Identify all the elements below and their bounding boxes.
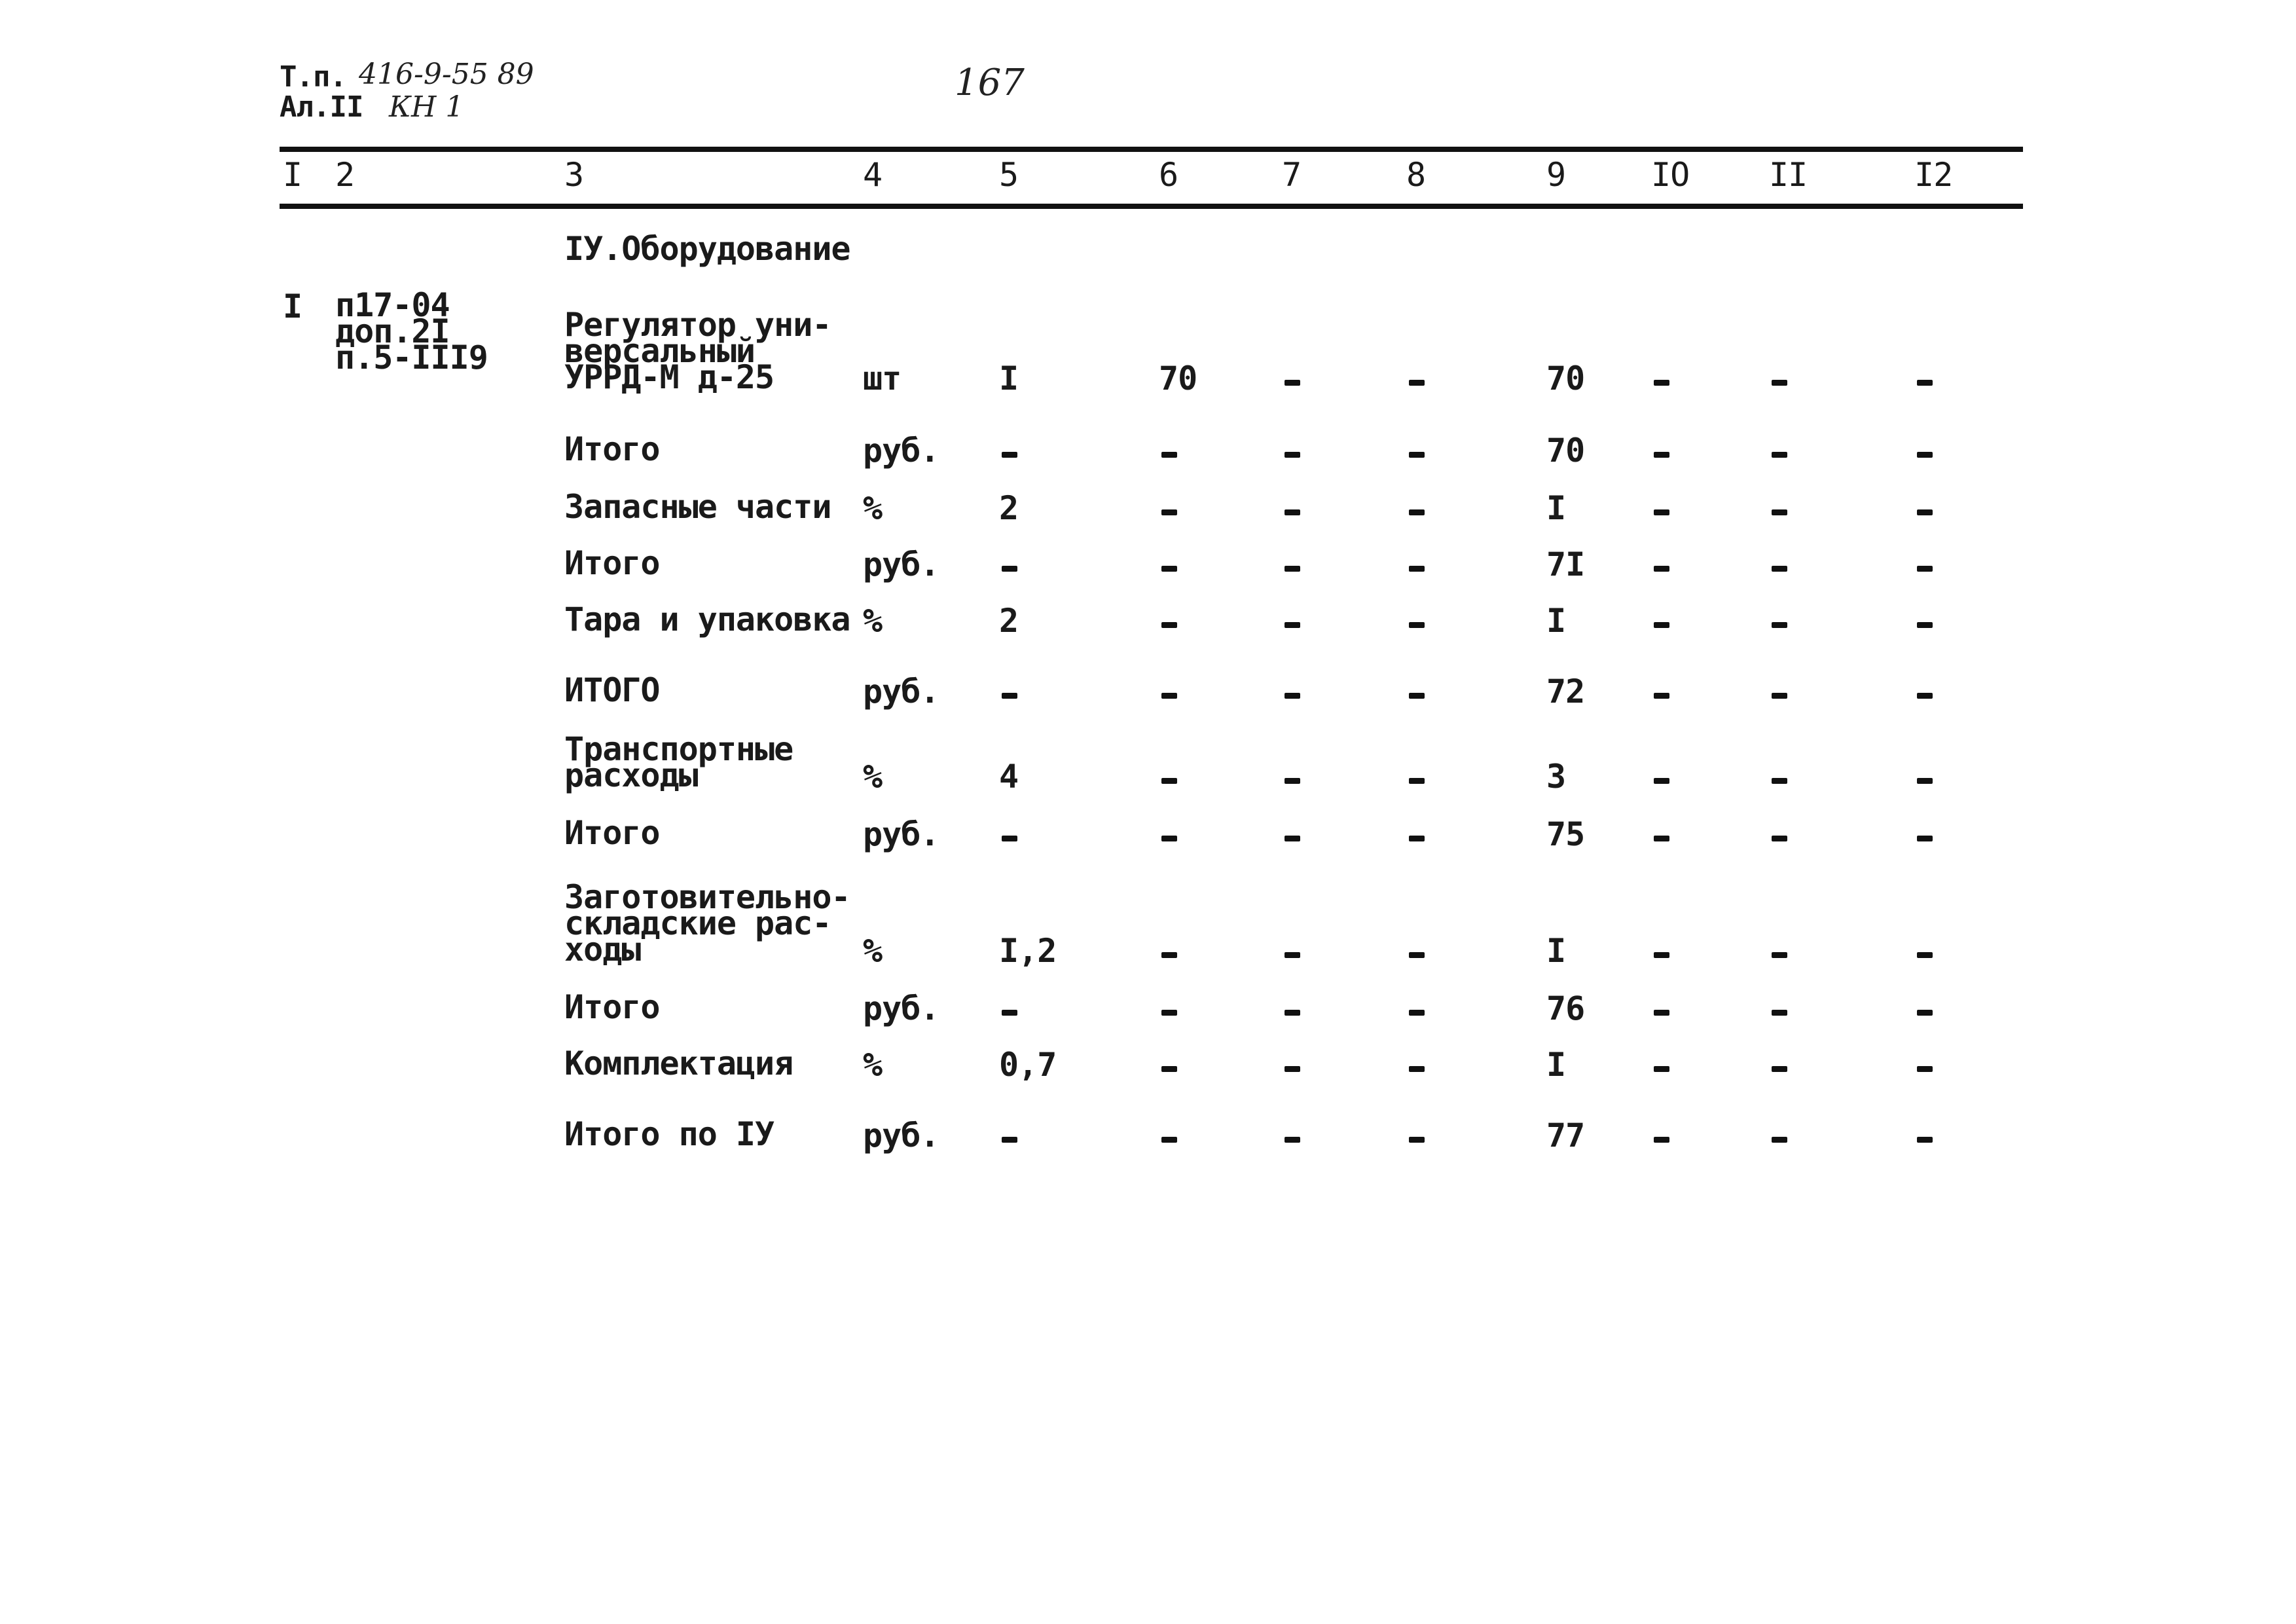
row-4-c5-dash [1002, 566, 1017, 572]
row-1-c6: 70 [1159, 360, 1197, 397]
row-6-c12-dash [1917, 693, 1933, 699]
row-7-c11-dash [1772, 778, 1787, 784]
row-8-unit: руб. [863, 815, 939, 853]
row-1-c9: 70 [1546, 360, 1585, 397]
row-4-c7-dash [1285, 566, 1300, 572]
row-10-c6-dash [1161, 1010, 1177, 1016]
row-11-c5: 0,7 [999, 1046, 1057, 1084]
row-4-c8-dash [1409, 566, 1425, 572]
row-3-c12-dash [1917, 509, 1933, 515]
row-10-unit: руб. [863, 989, 939, 1027]
col-header-6: 6 [1159, 156, 1178, 194]
row-9-name: Заготовительно- складские рас- ходы [564, 878, 850, 969]
row-8-c6-dash [1161, 836, 1177, 841]
row-5-c6-dash [1161, 622, 1177, 628]
row-7-c8-dash [1409, 778, 1425, 784]
row-11-name: Комплектация [564, 1044, 793, 1082]
row-6-unit: руб. [863, 673, 939, 710]
col-header-2: 2 [335, 156, 355, 194]
row-5-c10-dash [1654, 622, 1669, 628]
row-8-name: Итого [564, 814, 660, 852]
row-12-c11-dash [1772, 1137, 1787, 1143]
row-6-c8-dash [1409, 693, 1425, 699]
row-8-c8-dash [1409, 836, 1425, 841]
row-5-c8-dash [1409, 622, 1425, 628]
row-2-name: Итого [564, 430, 660, 468]
row-5-name: Тара и упаковка [564, 600, 850, 638]
col-header-3: 3 [564, 156, 584, 194]
row-12-c9: 77 [1546, 1116, 1585, 1154]
row-10-c9: 76 [1546, 989, 1585, 1027]
col-header-10: IO [1651, 156, 1690, 194]
row-6-c11-dash [1772, 693, 1787, 699]
row-7-c7-dash [1285, 778, 1300, 784]
row-12-c7-dash [1285, 1137, 1300, 1143]
row-6-c7-dash [1285, 693, 1300, 699]
row-1-c7-dash [1285, 380, 1300, 386]
row-1-c5: I [999, 360, 1019, 397]
row-10-c7-dash [1285, 1010, 1300, 1016]
row-8-c5-dash [1002, 836, 1017, 841]
row-4-c6-dash [1161, 566, 1177, 572]
row-3-c10-dash [1654, 509, 1669, 515]
book-handwritten: КН 1 [389, 90, 464, 124]
row-11-c10-dash [1654, 1066, 1669, 1072]
row-9-c7-dash [1285, 952, 1300, 958]
row-6-c5-dash [1002, 693, 1017, 699]
row-3-c11-dash [1772, 509, 1787, 515]
col-header-9: 9 [1546, 156, 1566, 194]
row-3-c5: 2 [999, 489, 1019, 527]
doc-code-handwritten: 416-9-55 89 [359, 58, 534, 91]
row-1-c12-dash [1917, 380, 1933, 386]
row-2-c7-dash [1285, 452, 1300, 458]
row-10-c10-dash [1654, 1010, 1669, 1016]
row-12-c5-dash [1002, 1137, 1017, 1143]
row-6-c9: 72 [1546, 673, 1585, 710]
doc-code-label: Т.п. [280, 60, 346, 94]
row-1-c10-dash [1654, 380, 1669, 386]
row-7-c6-dash [1161, 778, 1177, 784]
row-12-name: Итого по IУ [564, 1115, 774, 1153]
row-11-c8-dash [1409, 1066, 1425, 1072]
row-8-c10-dash [1654, 836, 1669, 841]
row-9-c9: I [1546, 932, 1566, 970]
row-2-c9: 70 [1546, 432, 1585, 470]
row-2-c12-dash [1917, 452, 1933, 458]
row-12-c12-dash [1917, 1137, 1933, 1143]
row-11-c12-dash [1917, 1066, 1933, 1072]
row-7-c10-dash [1654, 778, 1669, 784]
table-top-rule [280, 147, 2023, 152]
row-9-unit: % [863, 932, 883, 970]
row-4-unit: руб. [863, 545, 939, 583]
row-2-c10-dash [1654, 452, 1669, 458]
row-9-c10-dash [1654, 952, 1669, 958]
row-2-c8-dash [1409, 452, 1425, 458]
row-12-c8-dash [1409, 1137, 1425, 1143]
row-11-c7-dash [1285, 1066, 1300, 1072]
row-8-c12-dash [1917, 836, 1933, 841]
row-7-c5: 4 [999, 758, 1019, 796]
row-3-c9: I [1546, 489, 1566, 527]
row-11-unit: % [863, 1046, 883, 1084]
row-10-c8-dash [1409, 1010, 1425, 1016]
row-10-c12-dash [1917, 1010, 1933, 1016]
row-1-price-ref: п17-04 доп.2I п.5-III9 [335, 286, 488, 377]
row-4-name: Итого [564, 544, 660, 582]
row-7-c12-dash [1917, 778, 1933, 784]
row-1-name: Регулятор уни- версальный УРРД-М д-25 [564, 306, 831, 396]
row-7-c9: 3 [1546, 758, 1566, 796]
row-9-c12-dash [1917, 952, 1933, 958]
row-8-c9: 75 [1546, 815, 1585, 853]
page-number: 167 [955, 62, 1025, 104]
row-7-unit: % [863, 758, 883, 796]
album-label: Ал.II [280, 90, 363, 124]
row-9-c11-dash [1772, 952, 1787, 958]
col-header-12: I2 [1914, 156, 1953, 194]
row-5-c9: I [1546, 602, 1566, 640]
row-7-name: Транспортные расходы [564, 730, 793, 794]
row-2-c11-dash [1772, 452, 1787, 458]
col-header-5: 5 [999, 156, 1019, 194]
row-12-c10-dash [1654, 1137, 1669, 1143]
row-12-unit: руб. [863, 1116, 939, 1154]
row-3-unit: % [863, 489, 883, 527]
col-header-8: 8 [1406, 156, 1426, 194]
row-12-c6-dash [1161, 1137, 1177, 1143]
row-4-c10-dash [1654, 566, 1669, 572]
row-3-c7-dash [1285, 509, 1300, 515]
row-11-c9: I [1546, 1046, 1566, 1084]
row-11-c6-dash [1161, 1066, 1177, 1072]
section-title: IУ.Оборудование [564, 230, 850, 268]
row-1-unit: шт [863, 360, 902, 397]
row-1-c8-dash [1409, 380, 1425, 386]
row-2-c6-dash [1161, 452, 1177, 458]
row-9-c8-dash [1409, 952, 1425, 958]
row-9-c6-dash [1161, 952, 1177, 958]
row-3-name: Запасные части [564, 488, 831, 526]
row-5-unit: % [863, 602, 883, 640]
row-6-name: ИТОГО [564, 671, 660, 709]
row-6-c10-dash [1654, 693, 1669, 699]
row-1-c11-dash [1772, 380, 1787, 386]
row-11-c11-dash [1772, 1066, 1787, 1072]
col-header-7: 7 [1282, 156, 1302, 194]
row-5-c5: 2 [999, 602, 1019, 640]
row-10-name: Итого [564, 988, 660, 1026]
col-header-4: 4 [863, 156, 883, 194]
row-8-c11-dash [1772, 836, 1787, 841]
row-5-c12-dash [1917, 622, 1933, 628]
row-4-c9: 7I [1546, 545, 1585, 583]
row-8-c7-dash [1285, 836, 1300, 841]
row-4-c12-dash [1917, 566, 1933, 572]
row-1-position: I [283, 287, 302, 325]
row-2-c5-dash [1002, 452, 1017, 458]
row-3-c8-dash [1409, 509, 1425, 515]
row-6-c6-dash [1161, 693, 1177, 699]
row-10-c5-dash [1002, 1010, 1017, 1016]
col-header-1: I [283, 156, 302, 194]
row-3-c6-dash [1161, 509, 1177, 515]
row-9-c5: I,2 [999, 932, 1057, 970]
row-10-c11-dash [1772, 1010, 1787, 1016]
row-2-unit: руб. [863, 432, 939, 470]
col-header-11: II [1769, 156, 1808, 194]
row-4-c11-dash [1772, 566, 1787, 572]
row-5-c7-dash [1285, 622, 1300, 628]
row-5-c11-dash [1772, 622, 1787, 628]
table-header-rule [280, 204, 2023, 209]
